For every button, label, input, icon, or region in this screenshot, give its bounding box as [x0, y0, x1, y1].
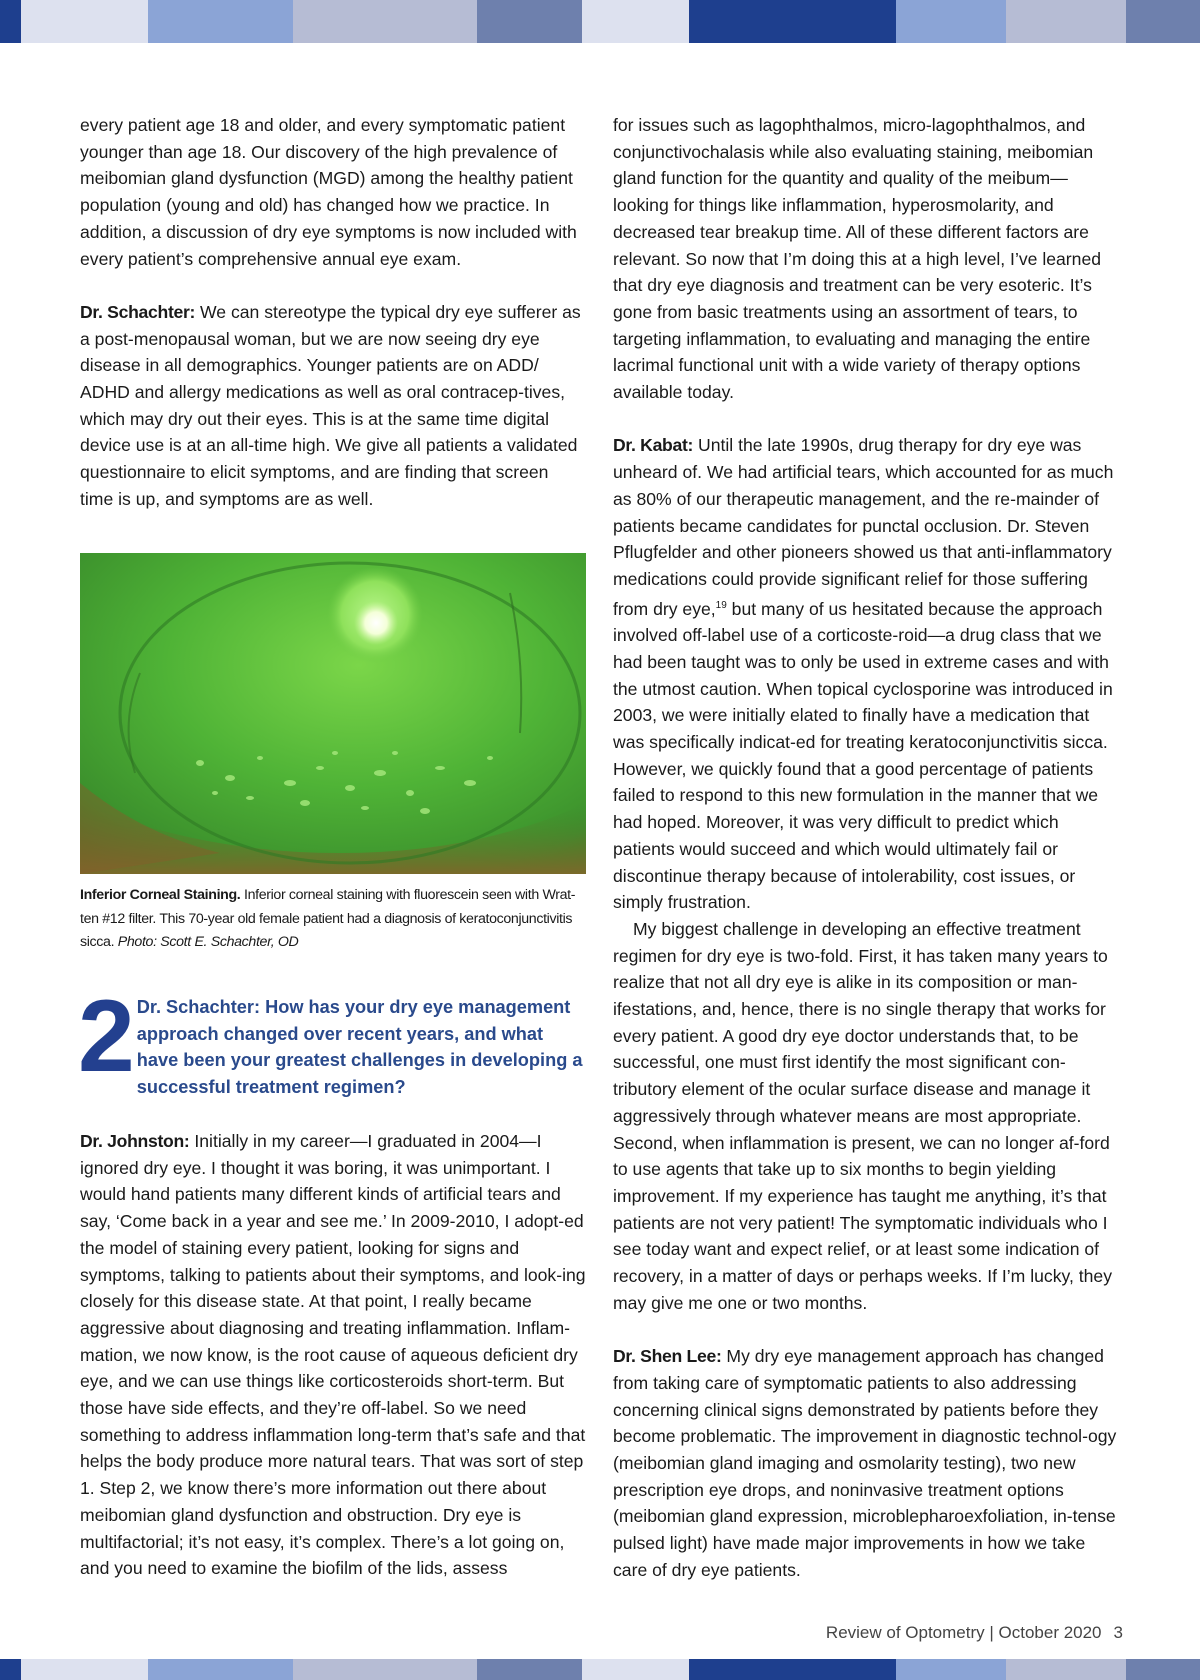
speaker-name: Dr. Shen Lee:	[613, 1346, 722, 1367]
speaker-text: but many of us hesitated because the approach involved off-label use of a corticoste-roid—a drug class that we had been taught was to only be used in extreme cases and with the utmost caution. When topical cyclosporine was introduced in 2003, we were initially elated to finally have a medication that was specifically indicat-ed for treating keratoconjunctivitis sicca. However, we quickly found that a good percentage of patients failed to respond to this new formulation in the manner that we had hoped. Moreover, it was very difficult to predict which patients would succeed and which would ultimately fail or discontinue therapy because of intolerability, cost issues, or simply frustration.	[613, 598, 1113, 913]
paragraph: My biggest challenge in developing an effective treatment regimen for dry eye is two-fold. First, it has taken many years to realize that not all dry eye is alike in its composition or man-ifestations, and, hence, there is no single therapy that works for every patient. A good dry eye doctor understands that, to be successful, one must first identify the most significant con-tributory element of the ocular surface disease and manage it aggressively through whatever means are most appropriate. Second, when inflammation is present, we can no longer af-ford to use agents that take up to six months to begin yielding improvement. If my experience has taught me anything, it’s that patients are not very patient! The symptomatic individuals who I see today want and expect relief, or at least some indication of recovery, in a matter of days or perhaps weeks. If I’m lucky, they may give me one or two months.	[613, 918, 1113, 1313]
speaker-text: My dry eye management approach has changed from taking care of symptomatic patients to also addressing concerning clinical signs demonstrated by patients before they become problematic. The improvement in diagnostic technol-ogy (meibomian gland imaging and osmolarity testing), two new prescription eye drops, and noninvasive treatment options (meibomian gland expression, microblepharoexfoliation, in-tense pulsed light) have made major improvements in how we take care of dry eye patients.	[613, 1346, 1117, 1580]
speaker-text: Until the late 1990s, drug therapy for dry eye was unheard of. We had artificial tears, which accounted for as much as 80% of our therapeutic management, and the re-mainder of patients became candidates for punctal occlusion. Dr. Steven Pflugfelder and other pioneers showed us that anti-inflammatory medications could provide significant relief for those suffering from dry eye,	[613, 435, 1114, 619]
photo-credit: Photo: Scott E. Schachter, OD	[117, 934, 299, 950]
speaker-name: Dr. Kabat:	[613, 435, 694, 456]
paragraph	[613, 1343, 1123, 1583]
bottom-color-stripe	[0, 1659, 1200, 1680]
paragraph: for issues such as lagophthalmos, micro-lagophthalmos, and conjunctivochalasis while also evaluating staining, meibomian gland function for the quantity and quality of the meibum—looking for things like inflammation, hyperosmolarity, and decreased tear breakup time. All of these different factors are relevant. So now that I’m doing this at a high level, I’ve learned that dry eye diagnosis and treatment can be very esoteric. It’s gone from basic treatments using an assortment of tears, to targeting inflammation, to evaluating and managing the entire lacrimal functional unit with a wide variety of therapy options available today.	[613, 115, 1102, 403]
paragraph	[80, 299, 586, 513]
publication-info: Review of Optometry | October 2020	[825, 1623, 1102, 1642]
corneal-staining-photo	[80, 553, 586, 874]
question-number: 2	[78, 979, 131, 1093]
left-column	[80, 112, 586, 513]
page-footer	[826, 1623, 1123, 1643]
question-heading	[78, 979, 586, 1101]
paragraph	[80, 1128, 586, 1582]
speaker-name: Dr. Schachter:	[80, 301, 196, 322]
page-number: 3	[1113, 1623, 1123, 1642]
reference-number: 19	[715, 599, 727, 611]
right-column	[613, 112, 1123, 1584]
speaker-text: Initially in my career—I graduated in 2004—I ignored dry eye. I thought it was boring, it was unimportant. I would hand patients many different kinds of artificial tears and say, ‘Come back in a year and see me.’ In 2009-2010, I adopt-ed the model of staining every patient, looking for signs and symptoms, talking to patients about their symptoms, and look-ing closely for this disease state. At that point, I really became aggressive about diagnosing and treating inflammation. Inflam-mation, we now know, is the root cause of aqueous deficient dry eye, and we can use things like corticosteroids short-term. But those have side effects, and they’re off-label. So we need something to address inflammation long-term that’s safe and that helps the body produce more natural tears. That was sort of step 1. Step 2, we know there’s more information out there about meibomian gland dysfunction and obstruction. Dry eye is multifactorial; it’s not easy, it’s complex. There’s a lot going on, and you need to examine the biofilm of the lids, assess	[80, 1131, 586, 1579]
figure-caption	[80, 884, 586, 955]
caption-title: Inferior Corneal Staining.	[80, 887, 241, 903]
paragraph	[613, 432, 1123, 916]
paragraph: every patient age 18 and older, and every symptomatic patient younger than age 18. Our discovery of the high prevalence of meibomian gland dysfunction (MGD) among the healthy patient population (young and old) has changed how we practice. In addition, a discussion of dry eye symptoms is now included with every patient’s comprehensive annual eye exam.	[80, 115, 577, 269]
speaker-text: We can stereotype the typical dry eye sufferer as a post-menopausal woman, but we are now seeing dry eye disease in all demographics. Younger patients are on ADD/ ADHD and allergy medications as well as oral contracep-tives, which may dry out their eyes. This is at the same time digital device use is at an all-time high. We give all patients a validated questionnaire to elicit symptoms, and are finding that screen time is up, and symptoms are as well.	[80, 301, 581, 509]
question-text: Dr. Schachter: How has your dry eye management approach changed over recent years, and what have been your greatest challenges in developing a successful treatment regimen?	[136, 997, 583, 1098]
top-color-stripe	[0, 0, 1200, 43]
johnston-answer	[80, 1128, 586, 1582]
caption-text: Inferior corneal staining with fluorescein seen with Wrat-ten #12 filter. This 70-year old female patient had a diagnosis of keratoconjunctivitis sicca.	[80, 887, 576, 950]
speaker-name: Dr. Johnston:	[80, 1131, 190, 1151]
